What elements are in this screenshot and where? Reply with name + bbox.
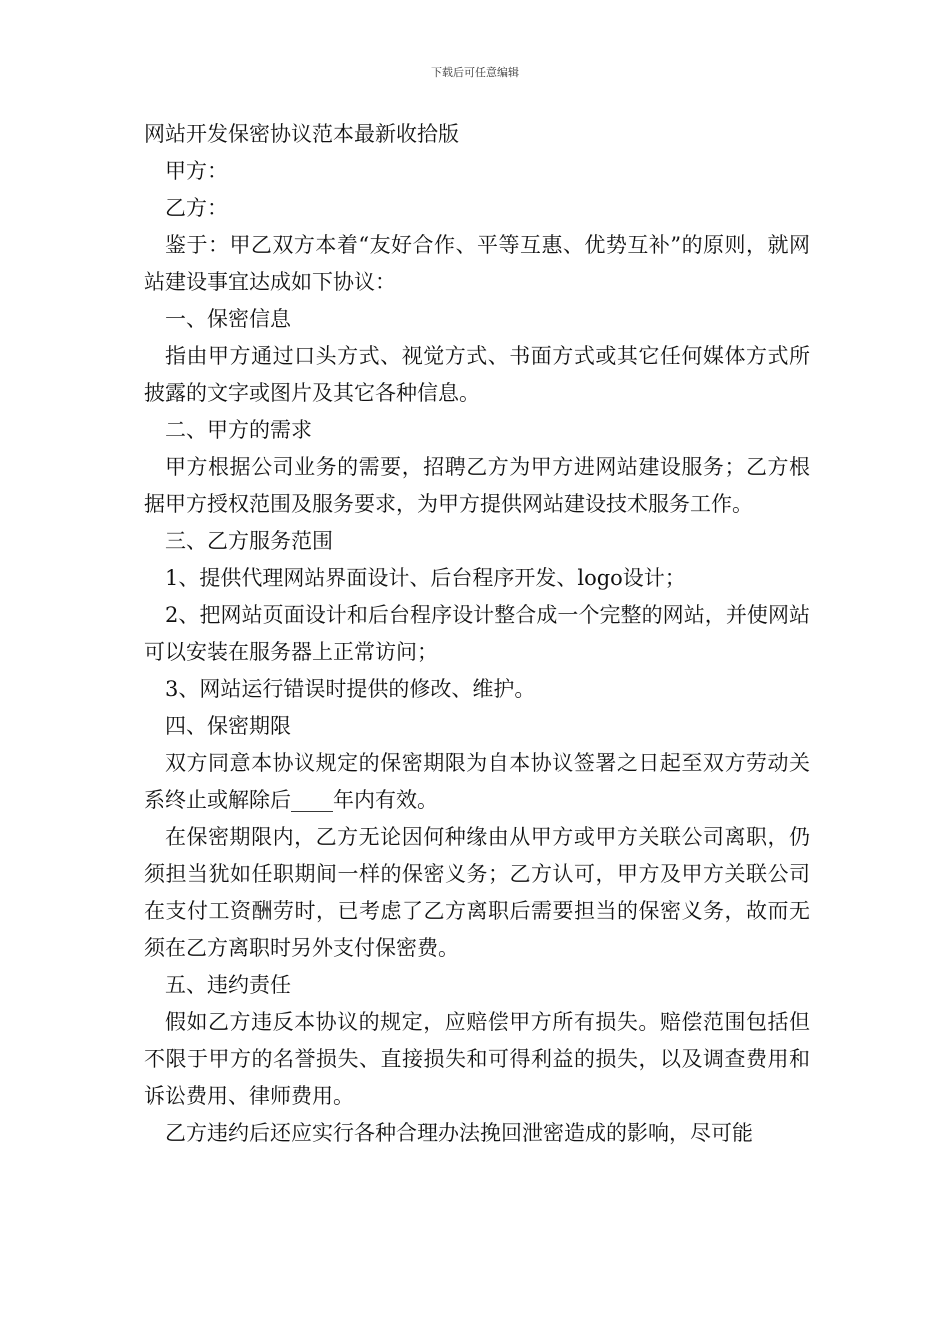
party-b-label: 乙方： <box>165 196 228 220</box>
section-1-paragraph: 指由甲方通过口头方式、视觉方式、书面方式或其它任何媒体方式所披露的文字或图片及其它各种信息。 <box>144 344 810 405</box>
document-title: 网站开发保密协议范本最新收拾版 <box>144 122 459 146</box>
section-4-paragraph-2: 在保密期限内，乙方无论因何种缘由从甲方或甲方关联公司离职，仍须担当犹如任职期间一样的保密义务；乙方认可，甲方及甲方关联公司在支付工资酬劳时，已考虑了乙方离职后需要担当的保密义务，故而无须在乙方离职时另外支付保密费。 <box>144 825 810 960</box>
page-header-note: 下载后可任意编辑 <box>431 66 519 79</box>
section-3-item-1: 1、提供代理网站界面设计、后台程序开发、logo设计； <box>165 566 686 590</box>
section-5-heading: 五、违约责任 <box>165 973 291 997</box>
section-3-item-2: 2、把网站页面设计和后台程序设计整合成一个完整的网站，并使网站可以安装在服务器上正常访问； <box>144 603 810 664</box>
section-5-paragraph-1: 假如乙方违反本协议的规定，应赔偿甲方所有损失。赔偿范围包括但不限于甲方的名誉损失、直接损失和可得利益的损失，以及调查费用和诉讼费用、律师费用。 <box>144 1010 810 1108</box>
section-5-paragraph-2: 乙方违约后还应实行各种合理办法挽回泄密造成的影响，尽可能 <box>165 1121 753 1145</box>
section-4-heading: 四、保密期限 <box>165 714 291 738</box>
party-a-label: 甲方： <box>165 159 228 183</box>
preamble-paragraph: 鉴于：甲乙双方本着“友好合作、平等互惠、优势互补”的原则，就网站建设事宜达成如下协议： <box>144 233 810 294</box>
section-3-heading: 三、乙方服务范围 <box>165 529 333 553</box>
section-1-heading: 一、保密信息 <box>165 307 291 331</box>
section-3-item-3: 3、网站运行错误时提供的修改、维护。 <box>165 677 536 701</box>
document-body <box>144 116 810 1152</box>
section-4-paragraph-1: 双方同意本协议规定的保密期限为自本协议签署之日起至双方劳动关系终止或解除后____年内有效。 <box>144 751 810 812</box>
section-2-paragraph: 甲方根据公司业务的需要，招聘乙方为甲方进网站建设服务；乙方根据甲方授权范围及服务要求，为甲方提供网站建设技术服务工作。 <box>144 455 810 516</box>
section-2-heading: 二、甲方的需求 <box>165 418 312 442</box>
